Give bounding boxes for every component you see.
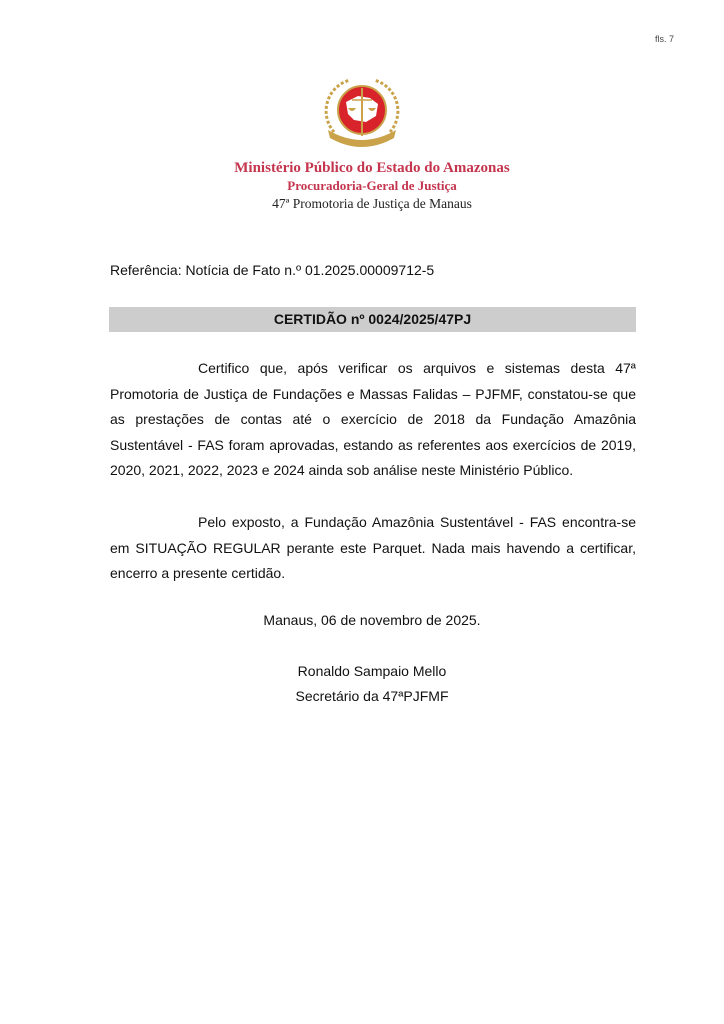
- mp-amazonas-seal-icon: [322, 70, 402, 158]
- page-number-marker: fls. 7: [655, 34, 675, 44]
- certificate-title: CERTIDÃO nº 0024/2025/47PJ: [109, 307, 636, 332]
- department-name: Procuradoria-Geral de Justiça: [287, 178, 457, 193]
- paragraph-2-text: Pelo exposto, a Fundação Amazônia Sustentável - FAS encontra-se em SITUAÇÃO REGULAR perante este Parquet. Nada mais havendo a certificar, encerro a presente certidão.: [110, 514, 636, 581]
- institution-name: Ministério Público do Estado do Amazonas: [234, 160, 510, 176]
- office-name: 47ª Promotoria de Justiça de Manaus: [272, 196, 472, 211]
- reference-line: Referência: Notícia de Fato n.º 01.2025.00009712-5: [110, 262, 435, 278]
- paragraph-1: [110, 356, 636, 484]
- signatory-name: Ronaldo Sampaio Mello: [297, 663, 447, 679]
- date-line: Manaus, 06 de novembro de 2025.: [263, 612, 481, 628]
- paragraph-2: [110, 510, 636, 587]
- signatory-role: Secretário da 47ªPJFMF: [295, 688, 449, 704]
- paragraph-1-text: Certifico que, após verificar os arquivos e sistemas desta 47ª Promotoria de Justiça de Fundações e Massas Falidas – PJFMF, constatou-se que as prestações de contas até o exercício de 2018 da Fundação Amazônia Sustentável - FAS foram aprovadas, estando as referentes aos exercícios de 2019, 2020, 2021, 2022, 2023 e 2024 ainda sob análise neste Ministério Público.: [110, 360, 636, 478]
